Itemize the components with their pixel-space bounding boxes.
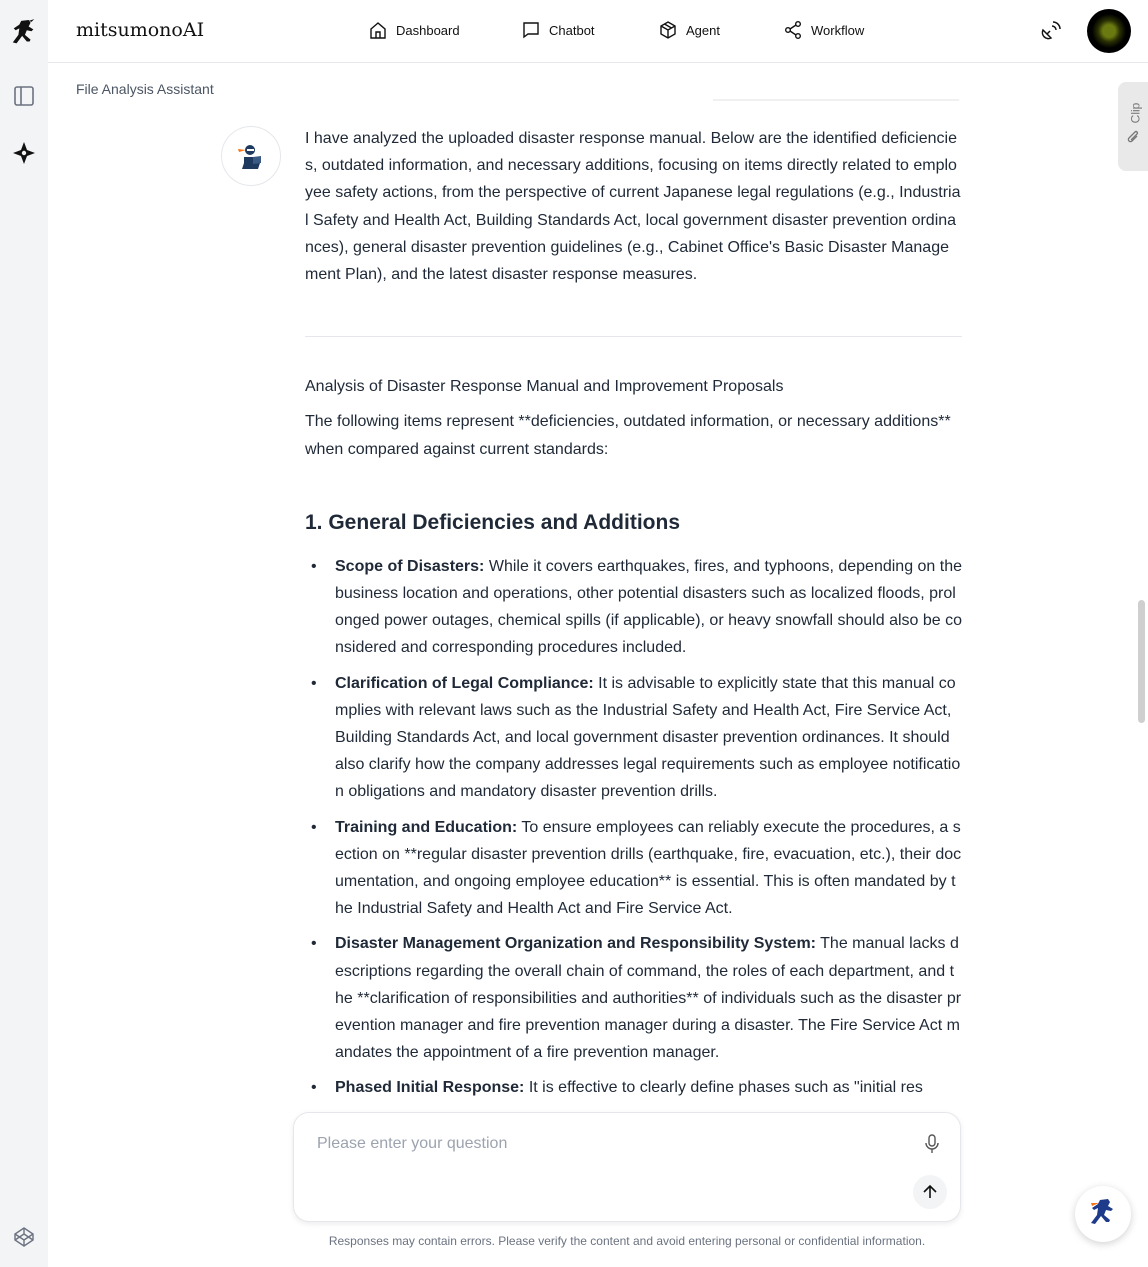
scrollbar[interactable] [1138, 600, 1145, 723]
item-term: Phased Initial Response: [335, 1079, 525, 1097]
item-term: Clarification of Legal Compliance: [335, 674, 594, 692]
item-term: Disaster Management Organization and Responsibility System: [335, 935, 816, 953]
clip-label: Clip [1128, 102, 1143, 124]
message-intro: I have analyzed the uploaded disaster response manual. Below are the identified deficiencies, outdated information, and necessary additions, focusing on items directly related to employee safety actions, from the perspective of current Japanese legal regulations (e.g., Industrial Safety and Health Act, Building Standards Act, local government disaster prevention ordinances), general disaster prevention guidelines (e.g., Cabinet Office's Basic Disaster Management Plan), and the latest disaster response measures. [305, 130, 961, 284]
share-icon [783, 20, 803, 40]
codepen-icon[interactable] [10, 1223, 38, 1251]
paperclip-icon [1125, 130, 1141, 146]
brand-name: mitsumonoAI [76, 19, 205, 41]
user-avatar[interactable] [1087, 9, 1131, 53]
ninja-reading-icon [236, 141, 266, 171]
cube-icon [658, 20, 678, 40]
top-header [48, 0, 1148, 63]
message-title: Analysis of Disaster Response Manual and Improvement Proposals [305, 378, 784, 396]
assistant-message [305, 125, 962, 1110]
disclaimer: Responses may contain errors. Please verify the content and avoid entering personal or confidential information. [328, 1234, 926, 1248]
nav-dashboard[interactable] [368, 20, 460, 40]
nav-label: Agent [686, 22, 720, 38]
arrow-up-icon [921, 1183, 939, 1201]
ninja-logo-icon[interactable] [10, 20, 38, 48]
nav-workflow[interactable] [783, 20, 864, 40]
list-item [305, 670, 962, 806]
item-text: It is effective to clearly define phases such as "initial res [524, 1079, 923, 1097]
home-icon [368, 20, 388, 40]
item-text: To ensure employees can reliably execute the procedures, a section on **regular disaster prevention drills (earthquake, fire, evacuation, etc.), their documentation, and ongoing employee education** is essential. This is often mandated by the Industrial Safety and Health Act and Fire Service Act. [335, 818, 962, 918]
sidebar [0, 0, 48, 1267]
item-term: Scope of Disasters: [335, 557, 485, 575]
bot-avatar [221, 126, 281, 186]
nav-label: Chatbot [549, 22, 595, 38]
item-text: It is advisable to explicitly state that this manual complies with relevant laws such as the Industrial Safety and Health Act, Fire Service Act, Building Standards Act, and local government disaster prevention ordinances. It should also clarify how the company addresses legal requirements such as employee notification obligations and mandatory disaster prevention drills. [335, 674, 961, 801]
ninja-icon [1086, 1197, 1120, 1231]
chat-input-box [293, 1112, 961, 1222]
question-input[interactable] [317, 1135, 897, 1153]
microphone-icon[interactable] [922, 1133, 942, 1160]
section-heading: 1. General Deficiencies and Additions [305, 510, 680, 534]
list-item [305, 930, 962, 1066]
list-item [305, 1074, 962, 1101]
sparkle-icon[interactable] [10, 139, 38, 167]
sidebar-toggle-icon[interactable] [10, 82, 38, 110]
breadcrumb: File Analysis Assistant [76, 81, 214, 97]
item-text: The manual lacks descriptions regarding the overall chain of command, the roles of each department, and the **clarification of responsibilities and authorities** of individuals such as the disaster prevention manager and fire prevention manager during a disaster. The Fire Service Act mandates the appointment of a fire prevention manager. [335, 935, 962, 1062]
divider [305, 336, 962, 337]
nav-chatbot[interactable] [521, 20, 595, 40]
satellite-icon[interactable] [1038, 20, 1062, 49]
previous-message-edge [713, 98, 959, 101]
item-text: While it covers earthquakes, fires, and typhoons, depending on the business location and operations, other potential disasters such as localized floods, prolonged power outages, chemical spills (if applicable), or heavy snowfall should also be considered and corresponding procedures included. [335, 557, 963, 657]
list-item [305, 814, 962, 923]
nav-label: Workflow [811, 22, 865, 38]
clip-tab[interactable] [1118, 82, 1148, 171]
chat-icon [521, 20, 541, 40]
deficiency-list [305, 553, 962, 1102]
message-lead: The following items represent **deficiencies, outdated information, or necessary additions** when compared against current standards: [305, 413, 951, 458]
send-button[interactable] [913, 1175, 947, 1209]
nav-label: Dashboard [396, 22, 460, 38]
list-item [305, 553, 962, 662]
assistant-fab-button[interactable] [1075, 1186, 1131, 1242]
item-term: Training and Education: [335, 818, 518, 836]
nav-agent[interactable] [658, 20, 720, 40]
